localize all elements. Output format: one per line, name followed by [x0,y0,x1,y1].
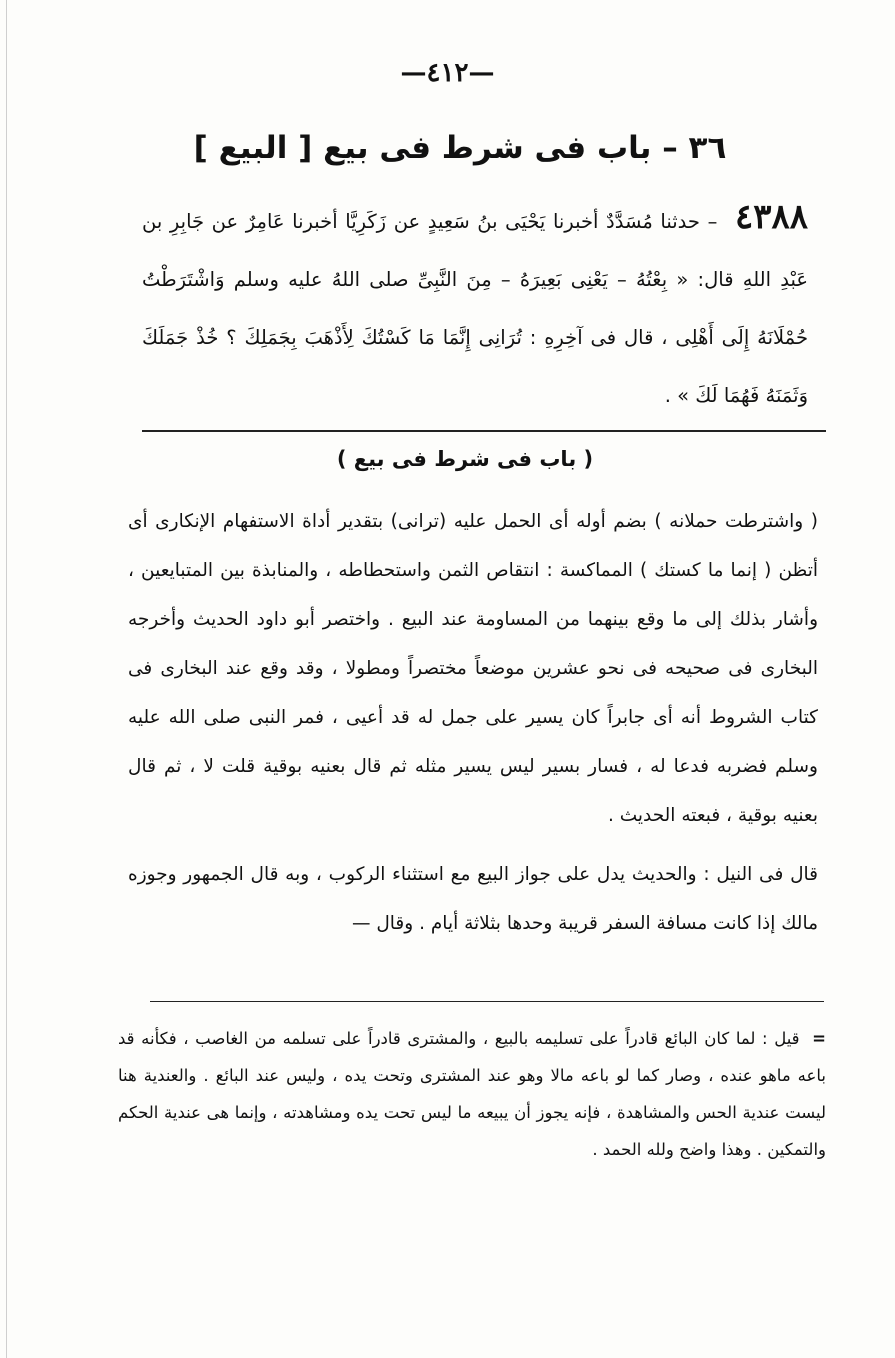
footnote-continuation-mark: = [812,1029,826,1048]
commentary-heading: ( باب فى شرط فى بيع ) [336,447,594,471]
hadith-text: – حدثنا مُسَدَّدٌ أخبرنا يَحْيَى بنُ سَعِيدٍ عن زَكَرِيَّا أخبرنا عَامِرٌ عن جَابِرِ بن عَبْدِ اللهِ قال: « بِعْتُهُ – يَعْنِى بَعِيرَهُ – مِنَ النَّبِىِّ صلى اللهُ عليه وسلم وَاشْتَرَطْتُ حُمْلَانَهُ إِلَى أَهْلِى ، قال فى آخِرِهِ : تُرَانِى إِنَّمَا مَا كَسْتُكَ لِأَذْهَبَ بِجَمَلِكَ ؟ خُذْ جَمَلَكَ وَثَمَنَهُ فَهُمَا لَكَ » . [142,210,808,407]
hadith-text-block [142,188,808,425]
commentary-paragraph-1: ( واشترطت حملانه ) بضم أوله أى الحمل عليه (ترانى) بتقدير أداة الاستفهام الإنكارى أى أتظن ( إنما ما كستك ) المماكسة : انتقاص الثمن واستحطاطه ، والمنابذة بين المتبايعين ، وأشار بذلك إلى ما وقع بينهما من المساومة عند البيع . واختصر أبو داود الحديث وأخرجه البخارى فى صحيحه فى نحو عشرين موضعاً مختصراً ومطولا ، وقد وقع عند البخارى فى كتاب الشروط أنه أى جابراً كان يسير على جمل له قد أعيى ، فمر النبى صلى الله عليه وسلم فضربه فدعا له ، فسار بسير ليس يسير مثله ثم قال بعنيه بوقية قلت لا ، ثم قال بعنيه بوقية ، فبعته الحديث . [128,511,818,826]
commentary-paragraph-2: قال فى النيل : والحديث يدل على جواز البيع مع استثناء الركوب ، وبه قال الجمهور وجوزه مالك إذا كانت مسافة السفر قريبة وحدها بثلاثة أيام . وقال — [128,864,818,934]
footnote-divider [150,1001,824,1002]
footnote-block [118,1020,826,1168]
commentary-body [128,497,818,948]
chapter-title: ٣٦ – باب فى شرط فى بيع [ البيع ] [193,130,727,166]
hadith-number: ٤٣٨٨ [734,197,808,237]
section-divider [142,430,826,432]
page-number: —٤١٢— [400,58,495,88]
footnote-text: قيل : لما كان البائع قادراً على تسليمه بالبيع ، والمشترى قادراً على تسلمه من الغاصب ، فكأنه قد باعه ماهو عنده ، وصار كما لو باعه مالا وهو عند المشترى وتحت يده ، وليس عند البائع . والعندية هنا ليست عندية الحس والمشاهدة ، فإنه يجوز أن يبيعه ما ليس تحت يده ومشاهدته ، وإنما هى عندية الحكم والتمكين . وهذا واضح ولله الحمد . [118,1029,826,1159]
page-edge-line [6,0,7,1358]
